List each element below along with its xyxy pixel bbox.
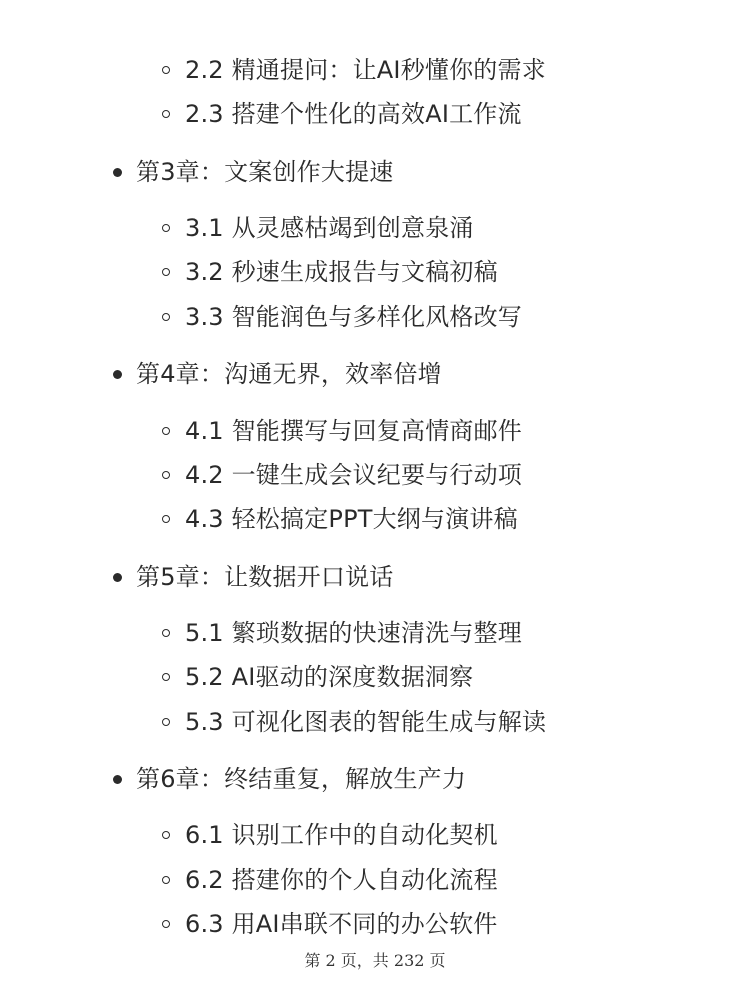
section-title: 3.3 智能润色与多样化风格改写 <box>185 303 522 331</box>
filled-bullet-icon <box>113 168 122 177</box>
section-title: 4.1 智能撰写与回复高情商邮件 <box>185 417 522 445</box>
section-title: 3.2 秒速生成报告与文稿初稿 <box>185 258 498 286</box>
filled-bullet-icon <box>113 370 122 379</box>
hollow-bullet-icon <box>162 515 170 523</box>
list-item-section-3-1 <box>162 211 474 245</box>
hollow-bullet-icon <box>162 920 170 928</box>
list-item-section-6-3 <box>162 907 498 941</box>
section-title: 5.1 繁琐数据的快速清洗与整理 <box>185 619 522 647</box>
list-item-section-5-3 <box>162 705 546 739</box>
hollow-bullet-icon <box>162 268 170 276</box>
chapter-title: 第4章：沟通无界，效率倍增 <box>136 360 442 388</box>
hollow-bullet-icon <box>162 831 170 839</box>
page-footer: 第 2 页，共 232 页 <box>304 951 446 970</box>
list-item-section-6-1 <box>162 818 498 852</box>
list-item-section-4-1 <box>162 414 522 448</box>
section-title: 4.3 轻松搞定PPT大纲与演讲稿 <box>185 505 518 533</box>
hollow-bullet-icon <box>162 876 170 884</box>
list-item-section-4-2 <box>162 458 522 492</box>
section-title: 3.1 从灵感枯竭到创意泉涌 <box>185 214 474 242</box>
section-title: 5.3 可视化图表的智能生成与解读 <box>185 708 547 736</box>
list-item-chapter-3 <box>113 155 393 189</box>
hollow-bullet-icon <box>162 673 170 681</box>
list-item-section-3-3 <box>162 300 522 334</box>
hollow-bullet-icon <box>162 629 170 637</box>
hollow-bullet-icon <box>162 313 170 321</box>
section-title: 6.3 用AI串联不同的办公软件 <box>185 910 498 938</box>
list-item-section-2-3 <box>162 97 522 131</box>
hollow-bullet-icon <box>162 66 170 74</box>
section-title: 5.2 AI驱动的深度数据洞察 <box>185 663 474 691</box>
filled-bullet-icon <box>113 775 122 784</box>
list-item-section-5-2 <box>162 660 473 694</box>
chapter-title: 第3章：文案创作大提速 <box>136 158 394 186</box>
section-title: 6.1 识别工作中的自动化契机 <box>185 821 498 849</box>
list-item-section-4-3 <box>162 502 518 536</box>
list-item-section-3-2 <box>162 255 498 289</box>
section-title: 2.2 精通提问：让AI秒懂你的需求 <box>185 56 546 84</box>
chapter-title: 第6章：终结重复，解放生产力 <box>136 765 467 793</box>
list-item-chapter-4 <box>113 357 442 391</box>
list-item-section-5-1 <box>162 616 522 650</box>
section-title: 2.3 搭建个性化的高效AI工作流 <box>185 100 522 128</box>
hollow-bullet-icon <box>162 718 170 726</box>
list-item-section-2-2 <box>162 53 546 87</box>
section-title: 4.2 一键生成会议纪要与行动项 <box>185 461 522 489</box>
chapter-title: 第5章：让数据开口说话 <box>136 563 394 591</box>
list-item-section-6-2 <box>162 863 498 897</box>
hollow-bullet-icon <box>162 224 170 232</box>
section-title: 6.2 搭建你的个人自动化流程 <box>185 866 498 894</box>
hollow-bullet-icon <box>162 471 170 479</box>
hollow-bullet-icon <box>162 427 170 435</box>
list-item-chapter-5 <box>113 560 393 594</box>
list-item-chapter-6 <box>113 762 466 796</box>
hollow-bullet-icon <box>162 110 170 118</box>
filled-bullet-icon <box>113 573 122 582</box>
